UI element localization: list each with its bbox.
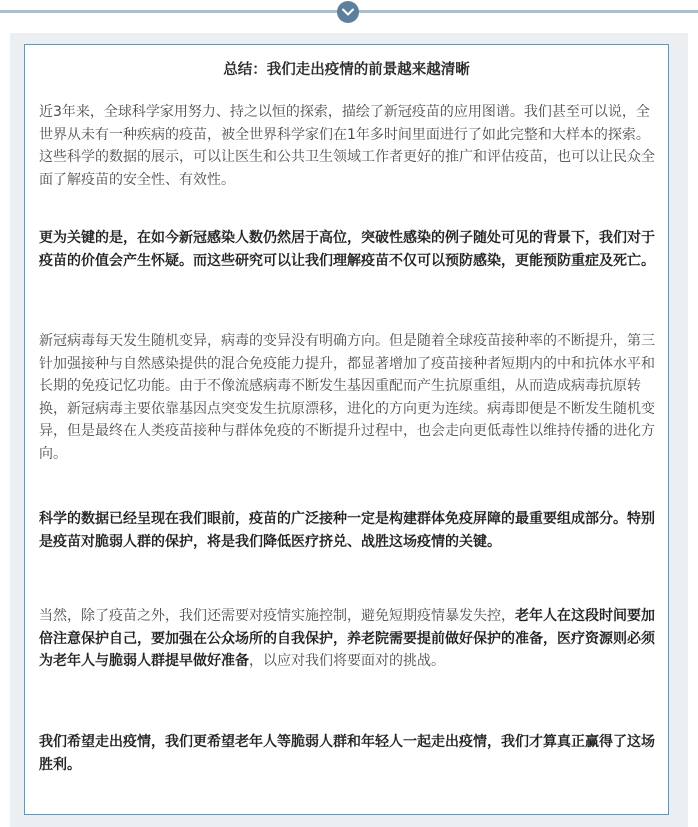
- paragraph-4: 科学的数据已经呈现在我们眼前，疫苗的广泛接种一定是构建群体免疫屏障的最重要组成部分。特别是疫苗对脆弱人群的保护，将是我们降低医疗挤兑、战胜这场疫情的关键。: [39, 511, 655, 550]
- paragraph-6: 我们希望走出疫情，我们更希望老年人等脆弱人群和年轻人一起走出疫情，我们才算真正赢得了这场胜利。: [39, 734, 655, 773]
- paragraph-5-lead: 当然，除了疫苗之外，我们还需要对疫情实施控制，避免短期疫情暴发失控，: [39, 608, 515, 624]
- paragraph-1: 近3年来，全球科学家用努力、持之以恒的探索，描绘了新冠疫苗的应用图谱。我们甚至可以说，全世界从未有一种疾病的疫苗，被全世界科学家们在1年多时间里面进行了如此完整和大样本的探索。这些科学的数据的展示，可以让医生和公共卫生领域工作者更好的推广和评估疫苗，也可以让民众全面了解疫苗的安全性、有效性。: [39, 104, 655, 188]
- chevron-badge: [337, 1, 359, 23]
- paragraph-3: 新冠病毒每天发生随机变异，病毒的变异没有明确方向。但是随着全球疫苗接种率的不断提升，第三针加强接种与自然感染提供的混合免疫能力提升，都显著增加了疫苗接种者短期内的中和抗体水平和长期的免疫记忆功能。由于不像流感病毒不断发生基因重配而产生抗原重组，从而造成病毒抗原转换，新冠病毒主要依靠基因点突变发生抗原漂移，进化的方向更为连续。病毒即便是不断发生随机变异，但是最终在人类疫苗接种与群体免疫的不断提升过程中，也会走向更低毒性以维持传播的进化方向。: [39, 333, 655, 462]
- article-title: 总结：我们走出疫情的前景越来越清晰: [223, 62, 470, 78]
- paragraph-5-emphasis: 老年人在这段时间要加倍注意保护自己，要加强在公众场所的自我保护，养老院需要提前做好保护的准备，医疗资源则必须为老年人与脆弱人群提早做好准备: [39, 608, 655, 669]
- chevron-down-icon: [342, 8, 354, 16]
- paragraph-2: 更为关键的是，在如今新冠感染人数仍然居于高位，突破性感染的例子随处可见的背景下，我们对于疫苗的价值会产生怀疑。而这些研究可以让我们理解疫苗不仅可以预防感染，更能预防重症及死亡。: [39, 230, 655, 269]
- paragraph-5: [39, 605, 655, 673]
- paragraph-5-tail: ，以应对我们将要面对的挑战。: [249, 653, 445, 669]
- article-card: [24, 44, 669, 815]
